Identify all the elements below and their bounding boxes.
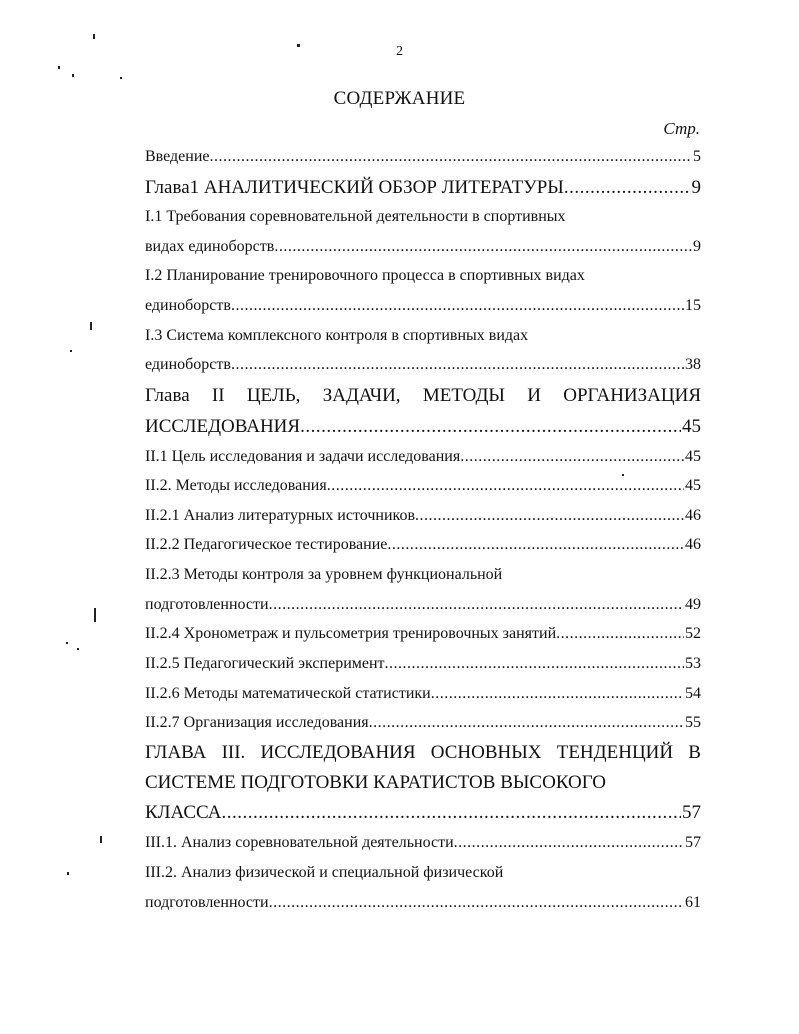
heading-word: ИССЛЕДОВАНИЯ — [260, 742, 416, 763]
toc-entry-page: 45 — [685, 477, 701, 494]
toc-entry-page: 55 — [685, 714, 701, 731]
heading-word: III. — [221, 742, 246, 763]
leader-dots — [300, 416, 681, 438]
heading-word: ОРГАНИЗАЦИЯ — [563, 385, 701, 406]
toc-entry — [145, 238, 701, 262]
toc-entry-page: 46 — [685, 536, 701, 553]
toc-entry — [145, 177, 701, 205]
leader-dots — [274, 238, 692, 256]
heading-word: МЕТОДЫ — [422, 385, 505, 406]
toc-entry-page: 5 — [693, 148, 701, 165]
heading-word: В — [688, 742, 701, 763]
scan-speck — [93, 34, 95, 39]
leader-dots — [385, 655, 684, 673]
toc-entry-title: единоборств — [145, 297, 231, 314]
toc-entry — [145, 356, 701, 380]
leader-dots — [431, 685, 684, 703]
toc-entry — [145, 655, 701, 679]
toc-entry-title: единоборств — [145, 356, 231, 373]
toc-entry-page: 45 — [682, 416, 701, 437]
toc-entry-page: 61 — [685, 894, 701, 911]
leader-dots — [269, 894, 684, 912]
page-number: 2 — [396, 44, 403, 59]
heading-word: ЗАДАЧИ, — [322, 385, 401, 406]
leader-dots — [454, 834, 684, 852]
heading-word: ОСНОВНЫХ — [430, 742, 542, 763]
toc-entry — [145, 536, 701, 560]
toc-entry-page: 9 — [691, 177, 701, 198]
scan-speck — [67, 872, 69, 875]
toc-entry — [145, 477, 701, 501]
toc-entry-title: II.2. Методы исследования — [145, 477, 327, 494]
toc-entry-page: 38 — [685, 356, 701, 373]
toc-entry-page: 57 — [685, 834, 701, 851]
toc-entry — [145, 148, 701, 172]
toc-entry-title: подготовленности — [145, 596, 269, 613]
toc-entry-title: СИСТЕМЕ ПОДГОТОВКИ КАРАТИСТОВ ВЫСОКОГО — [145, 772, 606, 793]
toc-entry-title: III.1. Анализ соревновательной деятельности — [145, 834, 454, 851]
toc-entry — [145, 685, 701, 709]
leader-dots — [415, 507, 684, 525]
toc-entry — [145, 625, 701, 649]
toc-entry — [145, 208, 701, 232]
leader-dots — [269, 596, 684, 614]
toc-entry-page: 57 — [682, 802, 701, 823]
scan-speck — [58, 66, 60, 69]
toc-entry-page: 49 — [685, 596, 701, 613]
toc-entry — [145, 802, 701, 830]
toc-entry — [145, 864, 701, 888]
scan-speck — [72, 74, 74, 77]
toc-entry-title: I.1 Требования соревновательной деятельности в спортивных — [145, 208, 566, 225]
toc-entry-page: 53 — [685, 655, 701, 672]
toc-entry-page: 52 — [685, 625, 701, 642]
toc-entry — [145, 772, 701, 800]
page-column-label: Стр. — [663, 119, 700, 138]
heading-word: Глава — [145, 385, 190, 406]
toc-entry-title: Глава1 АНАЛИТИЧЕСКИЙ ОБЗОР ЛИТЕРАТУРЫ — [145, 177, 564, 198]
toc-entry-title: II.1 Цель исследования и задачи исследования — [145, 448, 461, 465]
leader-dots — [210, 148, 693, 166]
toc-entry-title: II.2.5 Педагогический эксперимент — [145, 655, 385, 672]
scan-speck — [120, 77, 122, 79]
leader-dots — [387, 536, 684, 554]
leader-dots — [564, 177, 691, 199]
toc-entry — [145, 507, 701, 531]
toc-entry-title: видах единоборств — [145, 238, 275, 255]
toc-entry-page: 45 — [685, 448, 701, 465]
page-title: СОДЕРЖАНИЕ — [333, 88, 466, 109]
toc-entry-title: I.3 Система комплексного контроля в спортивных видах — [145, 327, 529, 344]
toc-chapter-heading — [145, 385, 701, 407]
toc-entry-page: 46 — [685, 507, 701, 524]
toc-entry-title: II.2.4 Хронометраж и пульсометрия тренировочных занятий — [145, 625, 557, 642]
leader-dots — [327, 477, 684, 495]
scan-speck — [77, 648, 79, 650]
leader-dots — [231, 297, 684, 315]
scan-speck — [66, 642, 68, 644]
toc-entry — [145, 566, 701, 590]
toc-entry-title: ИССЛЕДОВАНИЯ — [145, 416, 301, 437]
toc-entry — [145, 297, 701, 321]
toc-entry-page: 15 — [685, 297, 701, 314]
toc-entry — [145, 416, 701, 444]
toc-entry — [145, 714, 701, 738]
toc-entry-title: II.2.1 Анализ литературных источников — [145, 507, 416, 524]
toc-entry-title: Введение — [145, 148, 210, 165]
leader-dots — [369, 714, 684, 732]
toc-entry-title: КЛАССА — [145, 802, 222, 823]
heading-word: И — [527, 385, 541, 406]
toc-entry-title: подготовленности — [145, 894, 269, 911]
toc-chapter-heading — [145, 742, 701, 764]
toc-entry — [145, 834, 701, 858]
toc-entry-title: I.2 Планирование тренировочного процесса в спортивных видах — [145, 267, 585, 284]
heading-word: II — [211, 385, 225, 406]
toc-entry-title: II.2.7 Организация исследования — [145, 714, 369, 731]
leader-dots — [221, 802, 681, 824]
scan-speck — [100, 836, 102, 843]
scan-speck — [90, 322, 92, 330]
toc-entry — [145, 267, 701, 291]
scan-speck — [94, 608, 96, 622]
toc-entry-title: II.2.2 Педагогическое тестирование — [145, 536, 388, 553]
scan-speck — [622, 474, 624, 476]
toc-entry-title: II.2.6 Методы математической статистики — [145, 685, 431, 702]
leader-dots — [231, 356, 684, 374]
toc-entry-page: 9 — [693, 238, 701, 255]
leader-dots — [460, 448, 684, 466]
toc-entry — [145, 894, 701, 918]
heading-word: ЦЕЛЬ, — [246, 385, 301, 406]
heading-word: ГЛАВА — [145, 742, 207, 763]
heading-word: ТЕНДЕНЦИЙ — [556, 742, 674, 763]
toc-entry — [145, 448, 701, 472]
toc-entry-title: III.2. Анализ физической и специальной физической — [145, 864, 504, 881]
leader-dots — [556, 625, 684, 643]
toc-entry-title: II.2.3 Методы контроля за уровнем функциональной — [145, 566, 503, 583]
toc-entry-page: 54 — [685, 685, 701, 702]
scan-speck — [297, 44, 300, 47]
toc-entry — [145, 327, 701, 351]
scan-speck — [70, 350, 72, 352]
toc-entry — [145, 596, 701, 620]
